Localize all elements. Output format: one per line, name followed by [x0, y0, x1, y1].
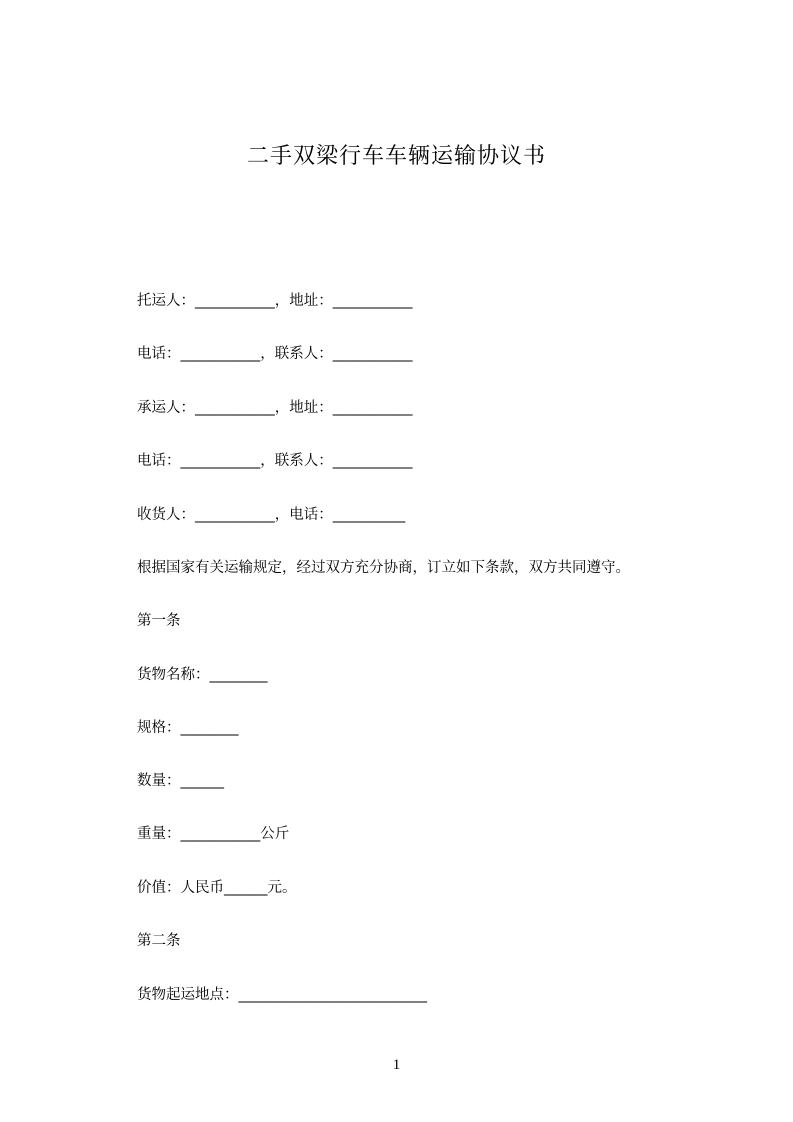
- quantity-line: 数量：______: [137, 773, 224, 789]
- article-2-heading: 第二条: [137, 933, 181, 949]
- preamble-paragraph: 根据国家有关运输规定，经过双方充分协商，订立如下条款，双方共同遵守。: [137, 560, 630, 576]
- article-1-heading: 第一条: [137, 613, 181, 629]
- origin-location-line: 货物起运地点：__________________________: [137, 987, 427, 1003]
- shipper-line: 托运人：___________，地址：___________: [137, 293, 413, 309]
- document-title: 二手双梁行车车辆运输协议书: [246, 144, 546, 169]
- consignee-line: 收货人：___________，电话：__________: [137, 507, 406, 523]
- goods-name-line: 货物名称：________: [137, 667, 268, 683]
- shipper-contact-line: 电话：___________，联系人：___________: [137, 346, 413, 362]
- page-number: 1: [392, 1057, 401, 1073]
- weight-line: 重量：___________公斤: [137, 826, 290, 842]
- specification-line: 规格：________: [137, 720, 239, 736]
- carrier-line: 承运人：___________，地址：___________: [137, 400, 413, 416]
- value-line: 价值：人民币______元。: [137, 880, 297, 896]
- carrier-contact-line: 电话：___________，联系人：___________: [137, 453, 413, 469]
